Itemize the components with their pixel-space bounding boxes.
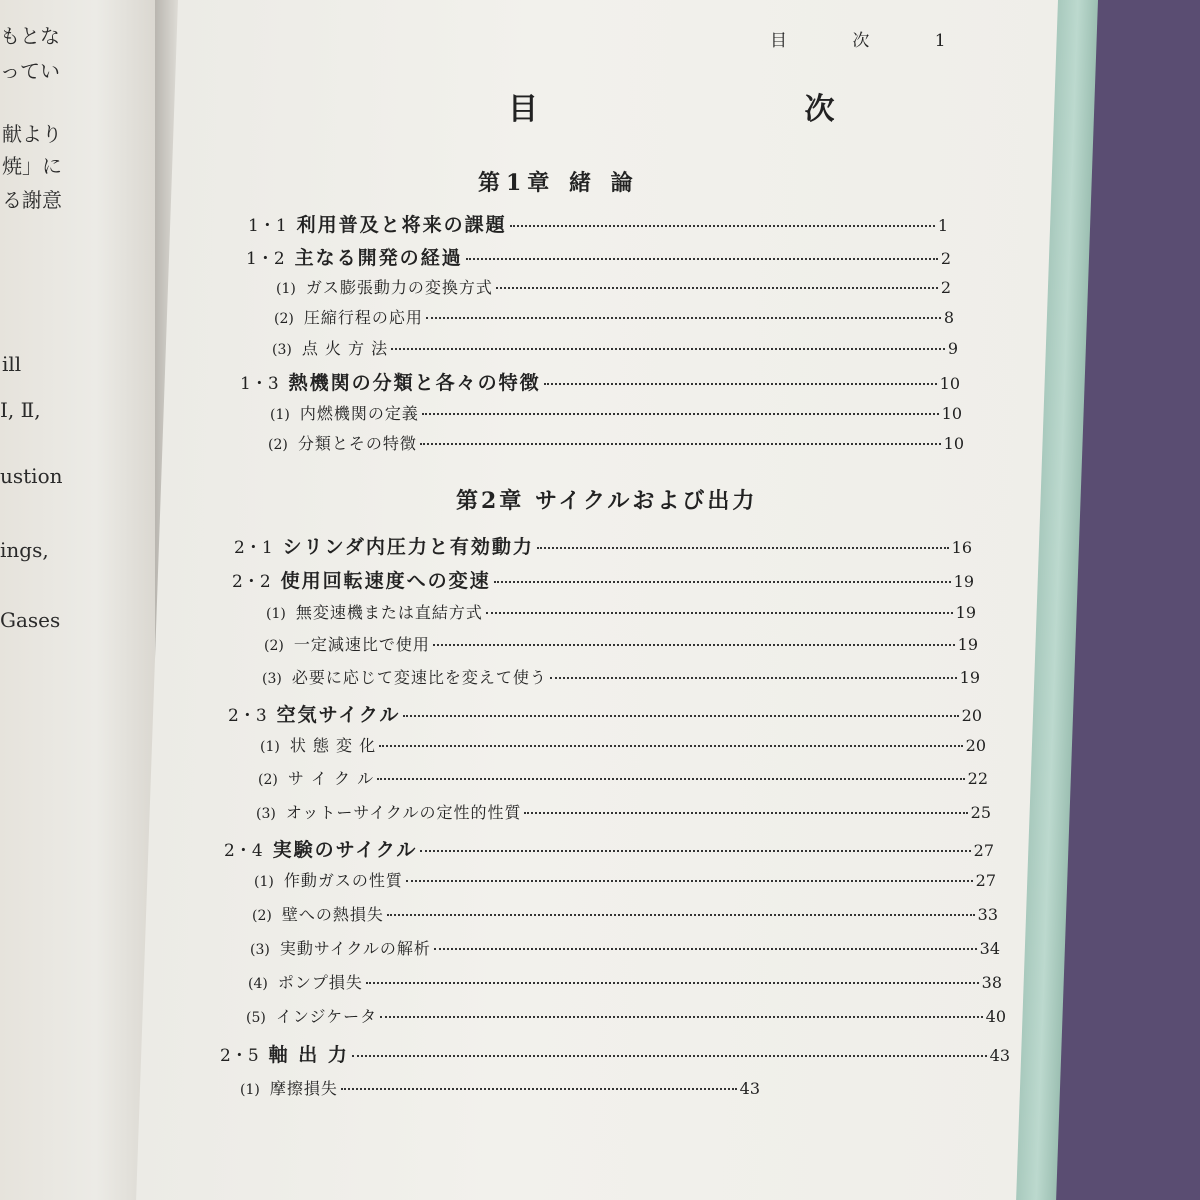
page-number: 27 [973,841,994,860]
section-number: 2・2 [232,572,271,592]
page-number: 25 [970,803,991,822]
toc-entry[interactable] [274,305,954,328]
page-number: 10 [941,404,962,423]
page-number: 43 [989,1046,1010,1065]
dot-leader [537,547,949,549]
page-number: 19 [955,603,976,622]
toc-entry[interactable] [260,733,986,756]
chapter-heading: 第2章 サイクルおよび出力 [456,488,758,514]
dot-leader [496,287,938,289]
page-number: 19 [953,572,974,591]
page-number: 33 [977,905,998,924]
page-number: 20 [965,736,986,755]
dot-leader [341,1088,737,1090]
toc-entry[interactable] [276,275,951,298]
page-number: 43 [739,1079,760,1098]
dot-leader [380,1016,983,1018]
page-number: 2 [940,249,951,268]
page-number: 16 [951,538,972,557]
toc-entry[interactable] [246,243,951,270]
subsection-title: サ イ ク ル [287,769,375,788]
subsection-number: (1) [276,281,296,297]
subsection-number: (3) [256,806,276,822]
chapter-heading: 第1章 緒 論 [478,170,639,196]
dot-leader [379,745,963,747]
toc-entry[interactable] [270,401,962,424]
subsection-number: (5) [246,1010,266,1026]
left-text-line: Gases [0,608,61,632]
subsection-number: (1) [254,874,274,890]
page-number: 34 [979,939,1000,958]
toc-entry[interactable] [240,1076,760,1099]
subsection-title: 実動サイクルの解析 [279,939,431,958]
toc-entry[interactable] [232,566,974,593]
subsection-number: (3) [250,942,270,958]
subsection-number: (1) [240,1082,260,1098]
dot-leader [352,1055,987,1057]
dot-leader [406,880,973,882]
section-title: 熱機関の分類と各々の特徴 [288,372,541,394]
section-title: 主なる開発の経過 [294,247,463,269]
dot-leader [377,778,965,780]
dot-leader [433,644,955,646]
section-title: 実験のサイクル [272,839,418,861]
dot-leader [550,677,957,679]
subsection-title: 状 態 変 化 [289,736,377,755]
subsection-number: (4) [248,976,268,992]
toc-entry[interactable] [248,970,1002,993]
subsection-title: 摩擦損失 [269,1079,338,1098]
page-number: 10 [943,434,964,453]
subsection-title: 内燃機関の定義 [299,404,419,423]
page-number: 20 [961,706,982,725]
section-number: 1・1 [248,216,287,236]
left-text-line: Ⅰ, Ⅱ, [0,398,41,422]
page-number: 10 [939,374,960,393]
subsection-number: (2) [274,311,294,327]
toc-entry[interactable] [228,700,982,727]
dot-leader [466,258,938,260]
dot-leader [422,413,939,415]
toc-entry[interactable] [254,868,996,891]
subsection-title: 作動ガスの性質 [283,871,403,890]
section-number: 1・3 [240,374,279,394]
subsection-title: 分類とその特徴 [297,434,417,453]
subsection-title: 無変速機または直結方式 [295,603,483,622]
page-number: 9 [947,339,958,358]
dot-leader [403,715,958,717]
dot-leader [434,948,977,950]
toc-entry[interactable] [234,532,972,559]
left-text-line: もとな [0,24,60,48]
page-number: 19 [957,635,978,654]
subsection-title: 必要に応じて変速比を変えて使う [291,668,547,687]
section-title: 空気サイクル [276,704,401,726]
subsection-title: ガス膨張動力の変換方式 [305,278,493,297]
subsection-title: 点 火 方 法 [301,339,389,358]
page-number: 8 [943,308,954,327]
dot-leader [420,443,941,445]
left-text-line: ustion [0,464,63,488]
subsection-title: 圧縮行程の応用 [303,308,423,327]
toc-entry[interactable] [272,336,958,359]
section-number: 2・1 [234,538,273,558]
toc-entry[interactable] [252,902,998,925]
subsection-title: インジケータ [275,1007,378,1026]
subsection-number: (1) [270,407,290,423]
section-number: 1・2 [246,249,285,269]
left-text-line: ill [2,352,22,376]
toc-entry[interactable] [246,1004,1006,1027]
dot-leader [486,612,953,614]
subsection-number: (1) [266,606,286,622]
subsection-number: (2) [268,437,288,453]
section-number: 2・4 [224,841,263,861]
toc-entry[interactable] [240,368,960,395]
subsection-number: (1) [260,739,280,755]
subsection-number: (2) [264,638,284,654]
section-title: 軸 出 力 [268,1044,349,1066]
dot-leader [510,225,935,227]
toc-title: 目 次 [508,92,963,127]
dot-leader [366,982,979,984]
subsection-title: オットーサイクルの定性的性質 [285,803,522,822]
toc-entry[interactable] [266,600,976,623]
page-number: 2 [940,278,951,297]
subsection-number: (2) [258,772,278,788]
page-number: 22 [967,769,988,788]
left-text-line: 焼」に [2,154,62,178]
subsection-title: ポンプ損失 [277,973,363,992]
toc-entry[interactable] [256,800,991,823]
section-title: シリンダ内圧力と有効動力 [282,536,534,558]
toc-entry[interactable] [262,665,980,688]
toc-entry[interactable] [220,1040,1010,1067]
left-text-line: ってい [0,59,60,83]
section-title: 利用普及と将来の課題 [296,214,507,236]
section-number: 2・5 [220,1046,259,1066]
page-number: 40 [985,1007,1006,1026]
page-number: 19 [959,668,980,687]
dot-leader [494,581,951,583]
subsection-number: (2) [252,908,272,924]
toc-entry[interactable] [224,835,994,862]
left-text-line: る謝意 [2,188,62,212]
running-head: 目 次 1 [770,31,976,51]
page-number: 38 [981,973,1002,992]
toc-entry[interactable] [268,431,964,454]
dot-leader [420,850,970,852]
subsection-title: 壁への熱損失 [281,905,384,924]
section-number: 2・3 [228,706,267,726]
dot-leader [391,348,945,350]
dot-leader [544,383,937,385]
toc-entry[interactable] [264,632,978,655]
dot-leader [524,812,967,814]
subsection-title: 一定減速比で使用 [293,635,430,654]
subsection-number: (3) [272,342,292,358]
dot-leader [387,914,975,916]
toc-entry[interactable] [248,210,948,237]
left-text-line: ings, [0,538,49,562]
page-number: 27 [975,871,996,890]
dot-leader [426,317,941,319]
page-number: 1 [937,216,948,235]
toc-entry[interactable] [258,766,988,789]
left-text-line: 献より [2,122,62,146]
toc-entry[interactable] [250,936,1000,959]
section-title: 使用回転速度への変速 [280,570,491,592]
subsection-number: (3) [262,671,282,687]
